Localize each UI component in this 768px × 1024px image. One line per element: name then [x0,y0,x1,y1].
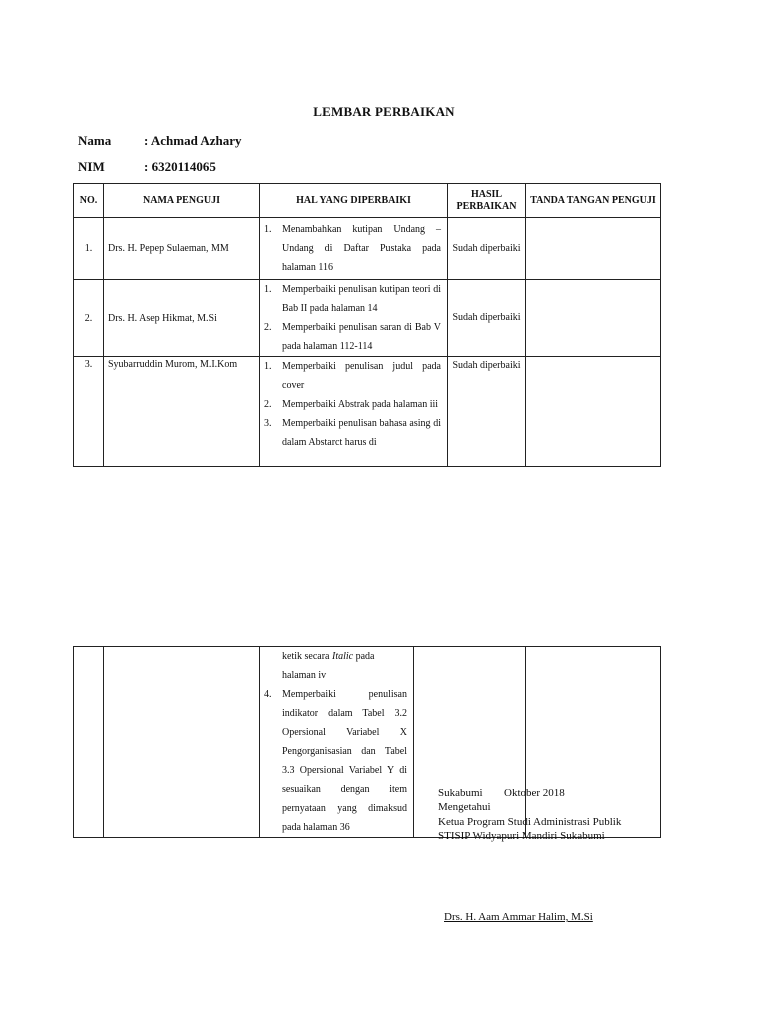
continued-text-prefix: ketik secara [282,651,332,662]
item-text: Memperbaiki penulisan indikator dalam Tabel 3.2 Opersional Variabel X Pengorganisasian dan Tabel 3.3 Opersional Variabel Y di sesuaikan dengan item pernyataan yang dimaksud pada halaman 36 [282,689,407,833]
signature-cell [526,280,661,357]
revision-table-continued [73,646,661,838]
document-title: LEMBAR PERBAIKAN [313,104,455,119]
table-row [74,280,661,357]
list-item [260,280,447,318]
result-status: Sudah diperbaiki [448,280,526,357]
revision-table [73,183,661,467]
row-number: 3. [74,357,104,467]
item-number: 1. [264,224,272,235]
item-text: Memperbaiki Abstrak pada halaman iii [282,399,439,410]
item-text: Menambahkan kutipan Undang – Undang di Daftar Pustaka pada halaman 116 [282,224,441,273]
item-number: 1. [264,284,272,295]
header-no: NO. [74,184,104,218]
revision-items-cell [260,647,414,838]
nim-value: : 6320114065 [144,159,216,174]
list-item [260,414,447,452]
item-number: 1. [264,361,272,372]
header-ttd: TANDA TANGAN PENGUJI [526,184,661,218]
table-header-row [74,184,661,218]
row-number [74,647,104,838]
revision-items-cell [260,357,448,467]
row-number: 1. [74,218,104,280]
item-text: Memperbaiki penulisan saran di Bab V pada halaman 112-114 [282,322,441,352]
continued-text-italic: Italic [331,651,354,662]
signature-line3: STISIP Widyapuri Mandiri Sukabumi [438,830,605,842]
nama-label: Nama [78,133,112,148]
item-number: 2. [264,399,272,410]
examiner-name [104,647,260,838]
signature-cell [526,357,661,467]
revision-list [260,357,447,452]
signature-line1: Mengetahui [438,801,491,813]
item-number: 4. [264,689,272,700]
table-row [74,647,661,838]
signature-cell [526,218,661,280]
header-hal: HAL YANG DIPERBAIKI [260,184,448,218]
item-number: 3. [264,418,272,429]
list-item [260,685,413,837]
signatory-name: Drs. H. Aam Ammar Halim, M.Si [444,911,593,923]
header-hasil: HASIL PERBAIKAN [448,184,526,218]
header-penguji: NAMA PENGUJI [104,184,260,218]
continued-text-suffix: pada halaman iv [282,651,375,681]
list-item [260,395,447,414]
result-status: Sudah diperbaiki [448,357,526,467]
signature-date: Oktober 2018 [504,787,565,799]
result-status: Sudah diperbaiki [448,218,526,280]
revision-items-cell [260,280,448,357]
list-item [260,220,447,277]
examiner-name: Drs. H. Pepep Sulaeman, MM [104,218,260,280]
examiner-name: Drs. H. Asep Hikmat, M.Si [104,280,260,357]
list-item [260,357,447,395]
item-number: 2. [264,322,272,333]
row-number: 2. [74,280,104,357]
examiner-name: Syubarruddin Murom, M.I.Kom [104,357,260,467]
item-text: Memperbaiki penulisan kutipan teori di Bab II pada halaman 14 [282,284,441,314]
revision-list [260,685,413,837]
signature-line2: Ketua Program Studi Administrasi Publik [438,816,622,828]
clipped-content [260,357,447,465]
revision-items-cell [260,218,448,280]
nim-label: NIM [78,159,105,174]
list-item [260,318,447,356]
revision-list [260,280,447,356]
signature-place: Sukabumi [438,787,483,799]
item-text: Memperbaiki penulisan bahasa asing di dalam Abstarct harus di [282,418,441,448]
nama-value: : Achmad Azhary [144,133,242,148]
item-text: Memperbaiki penulisan judul pada cover [282,361,441,391]
signature-cell [526,647,661,838]
continued-line [260,647,413,685]
table-row [74,218,661,280]
table-row [74,357,661,467]
revision-list [260,220,447,277]
